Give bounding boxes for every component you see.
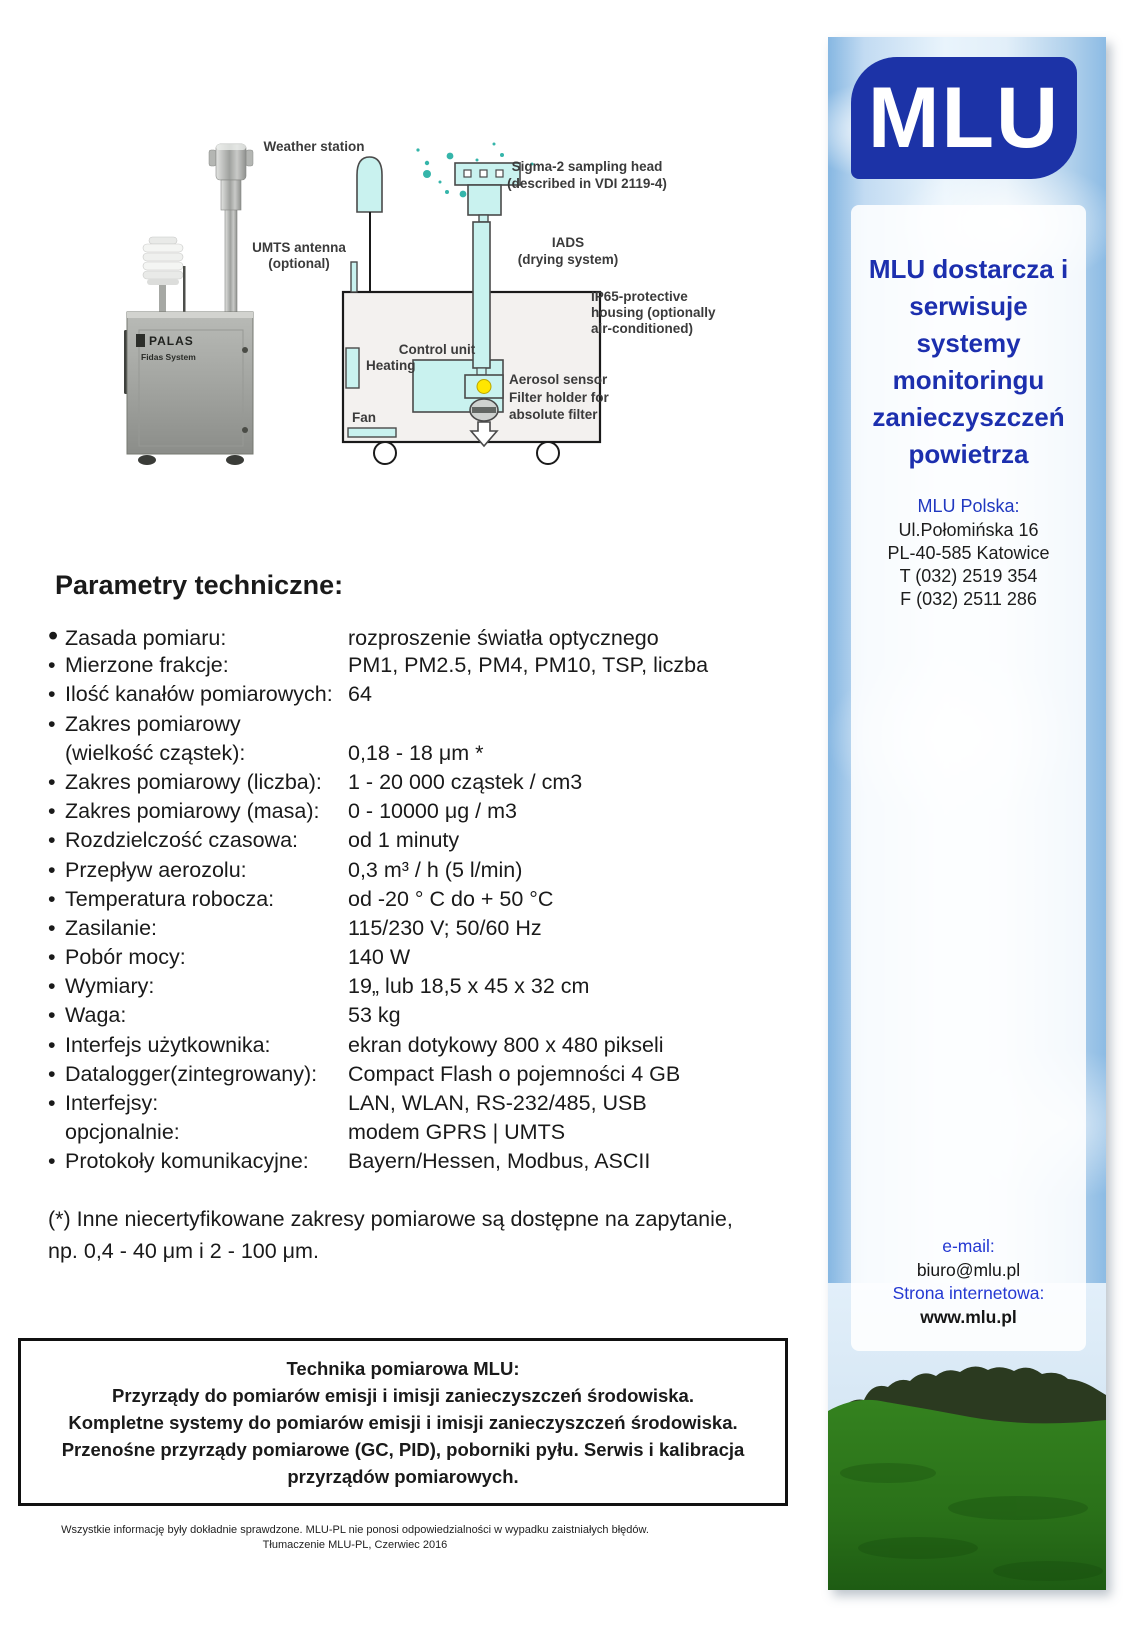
summary-line-4: Przenośne przyrządy pomiarowe (GC, PID), poborniki pyłu. Serwis i kalibracja [61, 1438, 745, 1460]
spec-row [48, 622, 768, 651]
bullet: • [48, 945, 56, 970]
spec-label: Protokoły komunikacyjne: [65, 1149, 309, 1174]
spec-label: Zakres pomiarowy (masa): [65, 799, 320, 824]
filter-holder-shape [470, 399, 498, 421]
spec-value: 19„ lub 18,5 x 45 x 32 cm [348, 974, 590, 999]
address-line: Ul.Połomińska 16 [898, 520, 1039, 540]
bullet: • [48, 828, 56, 853]
spec-row [48, 914, 768, 943]
spec-label: (wielkość cząstek): [65, 740, 246, 765]
spec-row [48, 856, 768, 885]
photo-model-label: Fidas System [141, 352, 196, 362]
spec-label: Interfejsy: [65, 1091, 159, 1115]
spec-row [48, 651, 768, 680]
disclaimer-line-2: Tłumaczenie MLU-PL, Czerwiec 2016 [262, 1539, 448, 1551]
address-line: PL-40-585 Katowice [887, 543, 1050, 563]
spec-label: Pobór mocy: [65, 945, 186, 970]
website-label: Strona internetowa: [892, 1283, 1045, 1303]
spec-row [48, 943, 768, 972]
fax-line: F (032) 2511 286 [900, 589, 1037, 609]
spec-value: modem GPRS | UMTS [348, 1120, 566, 1145]
bullet: • [48, 886, 56, 911]
label-iads-2: (drying system) [517, 252, 619, 267]
summary-line-2: Przyrządy do pomiarów emisji i imisji zanieczyszczeń środowiska. [112, 1384, 694, 1406]
heating-shape [346, 348, 359, 388]
weather-sensor-stack [143, 237, 183, 313]
spec-value: 0,3 m³ / h (5 l/min) [348, 857, 523, 882]
brand-sidebar [828, 37, 1106, 1590]
spec-value: Compact Flash o pojemności 4 GB [348, 1061, 681, 1086]
contact-block [851, 495, 1086, 611]
system-schematic [250, 130, 800, 470]
bullet: • [48, 1003, 56, 1028]
label-ip65-3: air-conditioned) [591, 321, 693, 336]
spec-label: Interfejs użytkownika: [65, 1032, 271, 1057]
company-summary-box [18, 1338, 788, 1506]
label-ip65-2: housing (optionally [591, 305, 716, 320]
iads-tube-shape [473, 222, 490, 368]
footnote-line-2: np. 0,4 - 40 μm i 2 - 100 μm. [48, 1239, 319, 1263]
spec-label: Zasilanie: [65, 915, 158, 940]
footnote-line-1: (*) Inne niecertyfikowane zakresy pomiarowe są dostępne na zapytanie, [48, 1207, 733, 1231]
bullet: • [48, 799, 56, 824]
footnote [48, 1203, 778, 1267]
summary-line-3: Kompletne systemy do pomiarów emisji i imisji zanieczyszczeń środowiska. [68, 1411, 738, 1433]
fan-shape [348, 428, 396, 437]
spec-label: Temperatura robocza: [65, 886, 275, 911]
spec-value: 140 W [348, 945, 411, 970]
bullet: • [48, 1061, 56, 1086]
sidebar-panel [851, 205, 1086, 1351]
spec-label: Datalogger(zintegrowany): [65, 1061, 318, 1086]
spec-label: Zasada pomiaru: [65, 626, 227, 650]
mlu-logo [851, 57, 1077, 179]
bullet: • [48, 682, 56, 707]
spec-row [48, 1060, 768, 1089]
label-fan: Fan [352, 410, 377, 425]
spec-value: Bayern/Hessen, Modbus, ASCII [348, 1149, 651, 1174]
spec-value: rozproszenie światła optycznego [348, 626, 659, 650]
cabinet [124, 312, 253, 465]
label-sigma-2: (described in VDI 2119-4) [507, 176, 667, 191]
label-sigma-1: Sigma-2 sampling head [511, 159, 663, 174]
spec-row [48, 1147, 768, 1176]
spec-value: od -20 ° C do + 50 °C [348, 886, 554, 911]
spec-value: od 1 minuty [348, 828, 460, 853]
spec-label: Wymiary: [65, 974, 155, 999]
bullet: • [48, 1091, 56, 1115]
label-filter-2: absolute filter [509, 407, 598, 422]
sensor-laser-spot [477, 380, 491, 394]
spec-row [48, 710, 768, 739]
spec-value: 53 kg [348, 1003, 401, 1028]
spec-row [48, 1118, 768, 1147]
specs-heading: Parametry techniczne: [55, 570, 344, 600]
spec-label: Zakres pomiarowy (liczba): [65, 769, 322, 794]
spec-row [48, 1031, 768, 1060]
spec-row [48, 1089, 768, 1118]
email-address: biuro@mlu.pl [916, 1259, 1021, 1280]
phone-line: T (032) 2519 354 [899, 566, 1038, 586]
spec-value: 115/230 V; 50/60 Hz [348, 915, 542, 940]
spec-row [48, 1001, 768, 1030]
bullet: • [48, 769, 56, 794]
spec-value: PM1, PM2.5, PM4, PM10, TSP, liczba [348, 653, 709, 678]
summary-line-1: Technika pomiarowa MLU: [286, 1357, 520, 1379]
disclaimer-line-1: Wszystkie informację były dokładnie sprawdzone. MLU-PL nie ponosi odpowiedzialności w wypadku zaistniałych błędów. [61, 1524, 649, 1536]
spec-value: ekran dotykowy 800 x 480 pikseli [348, 1032, 664, 1057]
label-umts-1: UMTS antenna [252, 240, 346, 255]
wheel-left [374, 442, 396, 464]
spec-value: 64 [348, 682, 372, 707]
spec-value: LAN, WLAN, RS-232/485, USB [348, 1091, 647, 1115]
spec-row [48, 739, 768, 768]
spec-label: opcjonalnie: [65, 1120, 180, 1145]
bullet: • [48, 1032, 56, 1057]
disclaimer [0, 1523, 710, 1553]
umts-antenna-shape [351, 262, 357, 292]
spec-value: 0,18 - 18 μm * [348, 740, 484, 765]
bullet: • [48, 974, 56, 999]
spec-row [48, 768, 768, 797]
summary-line-5: przyrządów pomiarowych. [287, 1465, 519, 1487]
spec-label: Waga: [65, 1003, 127, 1028]
spec-value: 1 - 20 000 cząstek / cm3 [348, 769, 583, 794]
website-url: www.mlu.pl [920, 1306, 1017, 1327]
web-contact-block [851, 1235, 1086, 1329]
wheel-right [537, 442, 559, 464]
spec-label: Ilość kanałów pomiarowych: [65, 682, 333, 707]
photo-antenna [183, 266, 186, 314]
bullet: • [48, 1149, 56, 1174]
tube-connector [477, 368, 486, 375]
spec-value: 0 - 10000 μg / m3 [348, 799, 517, 824]
spec-row [48, 826, 768, 855]
contact-heading: MLU Polska: [917, 496, 1020, 516]
weather-station-shape [357, 157, 382, 212]
spec-row [48, 797, 768, 826]
label-iads-1: IADS [551, 235, 585, 250]
label-heating: Heating [366, 358, 416, 373]
spec-row [48, 885, 768, 914]
spec-label: Mierzone frakcje: [65, 653, 229, 678]
device-photo [105, 138, 267, 473]
email-label: e-mail: [942, 1236, 995, 1256]
bullet: • [48, 620, 59, 652]
label-filter-1: Filter holder for [509, 390, 609, 405]
bullet: • [48, 915, 56, 940]
bullet: • [48, 653, 56, 678]
mlu-logo-text: MLU [867, 69, 1061, 166]
label-weather-station: Weather station [263, 139, 365, 154]
spec-label: Przepływ aerozolu: [65, 857, 247, 882]
spec-label: Rozdzielczość czasowa: [65, 828, 299, 853]
bullet: • [48, 711, 56, 736]
spec-label: Zakres pomiarowy [65, 711, 241, 736]
label-umts-2: (optional) [268, 256, 330, 271]
label-ip65-1: IP65-protective [591, 289, 688, 304]
spec-row [48, 972, 768, 1001]
specs-list [48, 622, 768, 1177]
bullet: • [48, 857, 56, 882]
label-aerosol-sensor: Aerosol sensor [509, 372, 608, 387]
sampling-inlet-pole [209, 144, 253, 314]
tagline: MLU dostarcza i serwisuje systemy monitoringu zanieczyszczeń powietrza [868, 254, 1069, 469]
spec-row [48, 680, 768, 709]
label-control-unit: Control unit [398, 342, 476, 357]
photo-brand-label: PALAS [149, 334, 194, 348]
